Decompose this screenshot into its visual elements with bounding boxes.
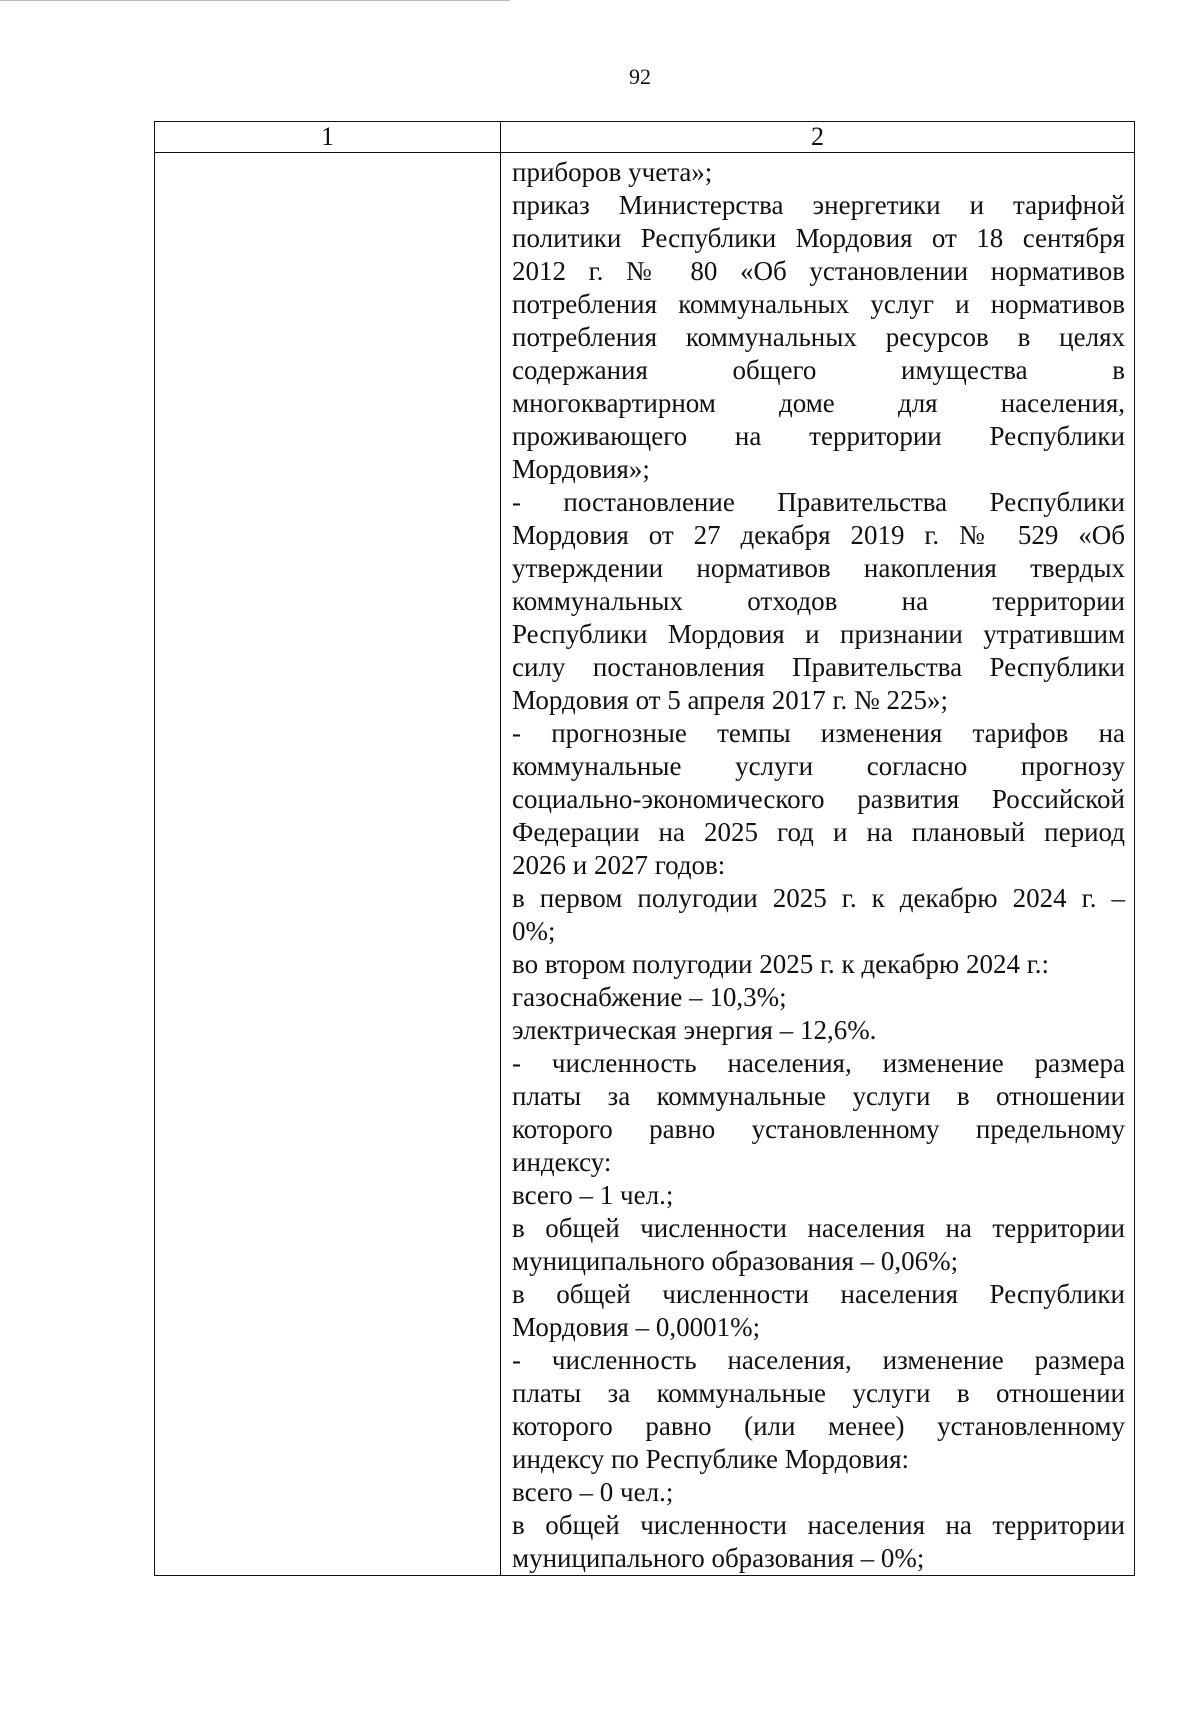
text-line: индексу по Республике Мордовия:: [512, 1444, 910, 1474]
text-line: 2026 и 2027 годов:: [512, 850, 726, 880]
text-line: социально-экономического развития Российской: [512, 784, 1125, 814]
text-line: 0%;: [512, 916, 556, 946]
text-line: платы за коммунальные услуги в отношении: [512, 1081, 1125, 1111]
column-2-header: 2: [501, 122, 1135, 153]
page-number: 92: [629, 64, 651, 89]
text-line: Федерации на 2025 год и на плановый период: [512, 817, 1125, 847]
text-line: в первом полугодии 2025 г. к декабрю 2024 г. –: [512, 883, 1125, 913]
column-2-cell: [501, 153, 1135, 1576]
text-line: приказ Министерства энергетики и тарифной: [512, 190, 1125, 220]
text-line: 2012 г. № 80 «Об установлении нормативов: [512, 256, 1125, 286]
column-1-header: 1: [155, 122, 501, 153]
column-1-cell: [155, 153, 501, 1576]
text-line: - численность населения, изменение размера: [512, 1048, 1125, 1078]
text-line: - постановление Правительства Республики: [512, 487, 1125, 517]
text-line: в общей численности населения на территории: [512, 1510, 1125, 1540]
text-line: приборов учета»;: [512, 157, 713, 187]
text-line: Мордовия – 0,0001%;: [512, 1312, 761, 1342]
text-line: силу постановления Правительства Республики: [512, 652, 1125, 682]
text-line: политики Республики Мордовия от 18 сентября: [512, 223, 1125, 253]
text-line: во втором полугодии 2025 г. к декабрю 2024 г.:: [512, 949, 1049, 979]
text-line: платы за коммунальные услуги в отношении: [512, 1378, 1125, 1408]
text-line: всего – 0 чел.;: [512, 1477, 674, 1507]
text-line: потребления коммунальных услуг и нормативов: [512, 289, 1125, 319]
text-line: Республики Мордовия и признании утратившим: [512, 619, 1125, 649]
text-line: Мордовия»;: [512, 454, 650, 484]
text-line: многоквартирном доме для населения,: [512, 388, 1125, 418]
text-line: утверждении нормативов накопления твердых: [512, 553, 1125, 583]
text-line: Мордовия от 5 апреля 2017 г. № 225»;: [512, 685, 949, 715]
text-line: муниципального образования – 0%;: [512, 1543, 925, 1573]
text-line: потребления коммунальных ресурсов в целях: [512, 322, 1125, 352]
text-line: в общей численности населения на территории: [512, 1213, 1125, 1243]
text-line: электрическая энергия – 12,6%.: [512, 1015, 877, 1045]
text-line: - прогнозные темпы изменения тарифов на: [512, 718, 1125, 748]
text-line: - численность населения, изменение размера: [512, 1345, 1125, 1375]
text-line: в общей численности населения Республики: [512, 1279, 1125, 1309]
text-line: содержания общего имущества в: [512, 355, 1125, 385]
table-row: [155, 153, 1135, 1576]
text-line: коммунальные услуги согласно прогнозу: [512, 751, 1125, 781]
text-line: проживающего на территории Республики: [512, 421, 1125, 451]
text-line: муниципального образования – 0,06%;: [512, 1246, 959, 1276]
table-header-row: [155, 122, 1135, 153]
text-line: индексу:: [512, 1147, 612, 1177]
text-line: которого равно (или менее) установленному: [512, 1411, 1125, 1441]
text-line: всего – 1 чел.;: [512, 1180, 674, 1210]
text-line: которого равно установленному предельному: [512, 1114, 1125, 1144]
text-line: Мордовия от 27 декабря 2019 г. № 529 «Об: [512, 520, 1125, 550]
document-table: [154, 121, 1135, 1576]
text-line: газоснабжение – 10,3%;: [512, 982, 787, 1012]
column-2-text-block: [501, 153, 1134, 1575]
scan-edge-line: [0, 0, 510, 1]
text-line: коммунальных отходов на территории: [512, 586, 1125, 616]
